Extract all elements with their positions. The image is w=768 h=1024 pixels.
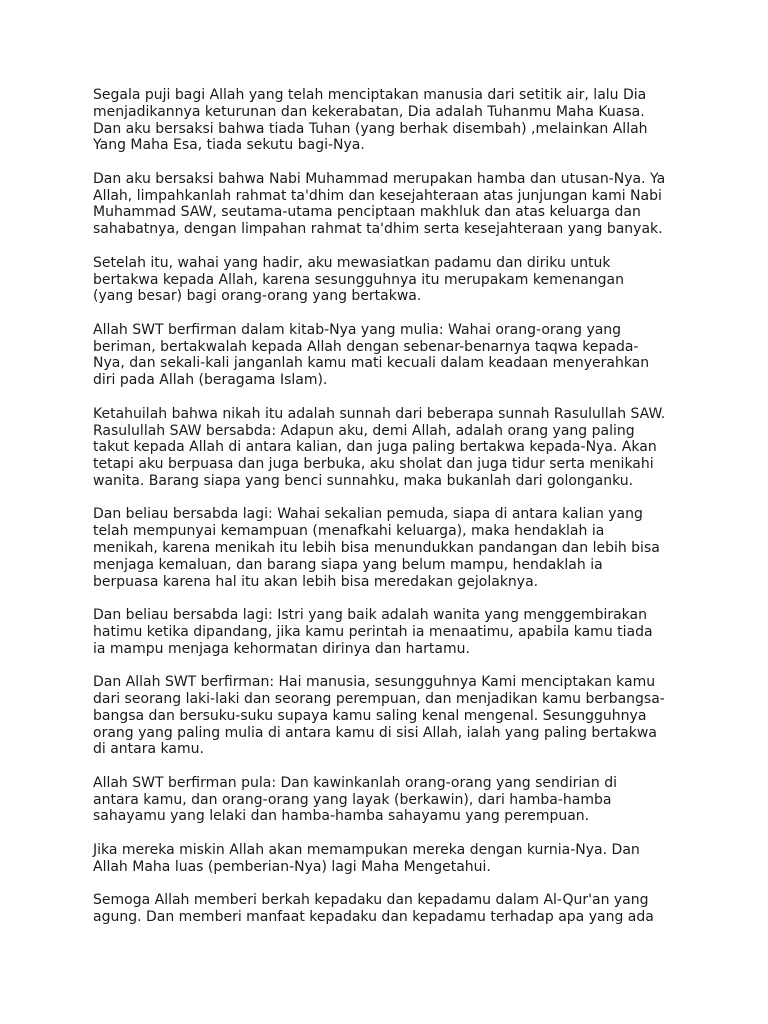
text-line: Allah Maha luas (pemberian-Nya) lagi Maha Mengetahui.	[93, 858, 491, 875]
text-line: Dan beliau bersabda lagi: Istri yang baik adalah wanita yang menggembirakan	[93, 607, 647, 624]
paragraph-6	[93, 506, 728, 590]
text-line: bangsa dan bersuku-suku supaya kamu saling kenal mengenal. Sesungguhnya	[93, 707, 647, 724]
text-line: Dan beliau bersabda lagi: Wahai sekalian pemuda, siapa di antara kalian yang	[93, 506, 643, 523]
text-line: antara kamu, dan orang-orang yang layak (berkawin), dari hamba-hamba	[93, 791, 612, 808]
text-line: wanita. Barang siapa yang benci sunnahku, maka bukanlah dari golonganku.	[93, 472, 634, 489]
text-line: menjadikannya keturunan dan kekerabatan, Dia adalah Tuhanmu Maha Kuasa.	[93, 103, 645, 120]
text-line: telah mempunyai kemampuan (menafkahi keluarga), maka hendaklah ia	[93, 523, 605, 540]
paragraph-1	[93, 87, 728, 154]
text-line: Allah SWT berfirman pula: Dan kawinkanlah orang-orang yang sendirian di	[93, 774, 617, 791]
text-line: tetapi aku berpuasa dan juga berbuka, aku sholat dan juga tidur serta menikahi	[93, 456, 654, 473]
text-line: sahayamu yang lelaki dan hamba-hamba sahayamu yang perempuan.	[93, 808, 590, 825]
text-line: di antara kamu.	[93, 741, 204, 758]
text-line: dari seorang laki-laki dan seorang perempuan, dan menjadikan kamu berbangsa-	[93, 690, 665, 707]
paragraph-7	[93, 607, 728, 657]
text-line: Jika mereka miskin Allah akan memampukan mereka dengan kurnia-Nya. Dan	[93, 841, 640, 858]
text-line: diri pada Allah (beragama Islam).	[93, 372, 328, 389]
text-line: Dan aku bersaksi bahwa tiada Tuhan (yang berhak disembah) ,melainkan Allah	[93, 120, 648, 137]
text-line: berpuasa karena hal itu akan lebih bisa meredakan gejolaknya.	[93, 573, 539, 590]
paragraph-5	[93, 406, 728, 490]
text-line: Setelah itu, wahai yang hadir, aku mewasiatkan padamu dan diriku untuk	[93, 254, 611, 271]
text-line: Allah, limpahkanlah rahmat ta'dhim dan kesejahteraan atas junjungan kami Nabi	[93, 187, 662, 204]
text-line: Allah SWT berfirman dalam kitab-Nya yang mulia: Wahai orang-orang yang	[93, 321, 622, 338]
text-line: Dan Allah SWT berfirman: Hai manusia, sesungguhnya Kami menciptakan kamu	[93, 674, 656, 691]
paragraph-4	[93, 322, 728, 389]
text-line: beriman, bertakwalah kepada Allah dengan sebenar-benarnya taqwa kepada-	[93, 338, 639, 355]
paragraph-8	[93, 674, 728, 758]
paragraph-2	[93, 171, 728, 238]
text-line: menikah, karena menikah itu lebih bisa menundukkan pandangan dan lebih bisa	[93, 539, 660, 556]
text-line: menjaga kemaluan, dan barang siapa yang belum mampu, hendaklah ia	[93, 556, 603, 573]
text-line: takut kepada Allah di antara kalian, dan juga paling bertakwa kepada-Nya. Akan	[93, 439, 657, 456]
text-line: Ketahuilah bahwa nikah itu adalah sunnah dari beberapa sunnah Rasulullah SAW.	[93, 405, 666, 422]
paragraph-10	[93, 842, 728, 876]
text-line: bertakwa kepada Allah, karena sesungguhnya itu merupakam kemenangan	[93, 271, 624, 288]
text-line: ia mampu menjaga kehormatan dirinya dan hartamu.	[93, 640, 470, 657]
text-line: (yang besar) bagi orang-orang yang bertakwa.	[93, 288, 422, 305]
text-line: Yang Maha Esa, tiada sekutu bagi-Nya.	[93, 137, 365, 154]
text-line: Rasulullah SAW bersabda: Adapun aku, demi Allah, adalah orang yang paling	[93, 422, 635, 439]
text-line: hatimu ketika dipandang, jika kamu perintah ia menaatimu, apabila kamu tiada	[93, 623, 653, 640]
text-line: Semoga Allah memberi berkah kepadaku dan kepadamu dalam Al-Qur'an yang	[93, 892, 649, 909]
paragraph-3	[93, 255, 728, 305]
paragraph-11	[93, 892, 728, 926]
text-line: Segala puji bagi Allah yang telah menciptakan manusia dari setitik air, lalu Dia	[93, 87, 647, 103]
text-line: agung. Dan memberi manfaat kepadaku dan kepadamu terhadap apa yang ada	[93, 908, 654, 925]
text-line: Muhammad SAW, seutama-utama penciptaan makhluk dan atas keluarga dan	[93, 204, 641, 221]
text-line: Dan aku bersaksi bahwa Nabi Muhammad merupakan hamba dan utusan-Nya. Ya	[93, 170, 666, 187]
text-line: orang yang paling mulia di antara kamu di sisi Allah, ialah yang paling bertakwa	[93, 724, 657, 741]
text-line: Nya, dan sekali-kali janganlah kamu mati kecuali dalam keadaan menyerahkan	[93, 355, 650, 372]
paragraph-9	[93, 775, 728, 825]
text-line: sahabatnya, dengan limpahan rahmat ta'dhim serta kesejahteraan yang banyak.	[93, 221, 663, 238]
